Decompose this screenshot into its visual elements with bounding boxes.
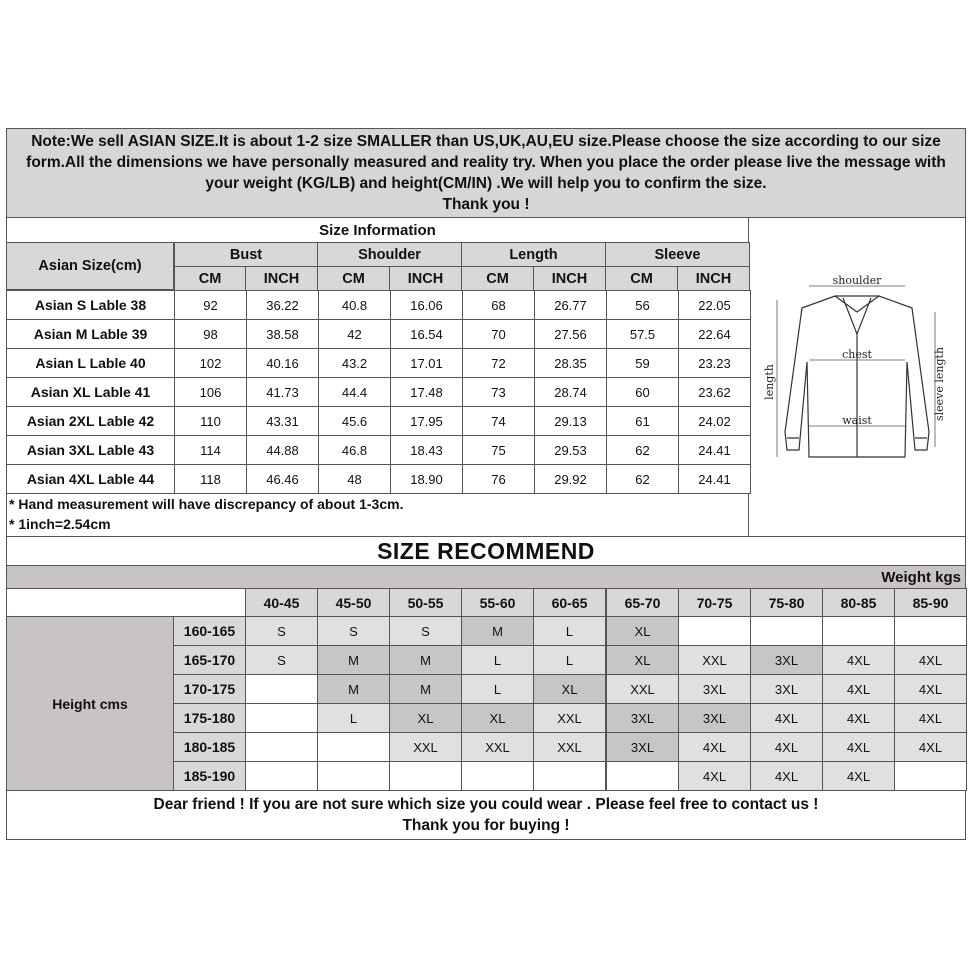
size-value-cell: 22.05 bbox=[678, 290, 751, 320]
size-header: Asian Size(cm) bbox=[6, 242, 174, 290]
recommend-size-cell: XXL bbox=[678, 645, 751, 675]
recommend-corner-blank bbox=[6, 588, 246, 617]
recommend-size-cell: XL bbox=[606, 645, 679, 675]
recommend-size-cell bbox=[894, 761, 967, 791]
unit-header: CM bbox=[461, 266, 534, 291]
recommend-size-cell: XL bbox=[606, 616, 679, 646]
size-value-cell: 72 bbox=[462, 348, 535, 378]
note-line-4: Thank you ! bbox=[442, 196, 530, 213]
recommend-size-cell: M bbox=[389, 674, 462, 704]
recommend-size-cell: XL bbox=[389, 703, 462, 733]
recommend-size-cell: 4XL bbox=[750, 761, 823, 791]
recommend-size-cell: 4XL bbox=[822, 645, 895, 675]
recommend-size-cell: S bbox=[317, 616, 390, 646]
size-value-cell: 38.58 bbox=[246, 319, 319, 349]
recommend-size-cell bbox=[894, 616, 967, 646]
size-row-label: Asian 3XL Lable 43 bbox=[6, 435, 175, 465]
recommend-size-cell: M bbox=[389, 645, 462, 675]
size-value-cell: 29.92 bbox=[534, 464, 607, 494]
size-value-cell: 73 bbox=[462, 377, 535, 407]
recommend-size-cell: S bbox=[245, 616, 318, 646]
length-label: length bbox=[763, 364, 776, 400]
recommend-size-cell bbox=[317, 761, 390, 791]
size-value-cell: 46.8 bbox=[318, 435, 391, 465]
recommend-size-cell bbox=[461, 761, 534, 791]
closing-message bbox=[6, 790, 966, 840]
size-value-cell: 24.41 bbox=[678, 464, 751, 494]
recommend-size-cell: 4XL bbox=[750, 703, 823, 733]
recommend-size-cell: L bbox=[533, 616, 606, 646]
size-value-cell: 48 bbox=[318, 464, 391, 494]
chest-label: chest bbox=[842, 348, 872, 361]
height-label: Height cms bbox=[6, 616, 174, 791]
recommend-size-cell: S bbox=[389, 616, 462, 646]
recommend-size-cell: 4XL bbox=[822, 703, 895, 733]
size-value-cell: 59 bbox=[606, 348, 679, 378]
size-value-cell: 92 bbox=[174, 290, 247, 320]
recommend-size-cell bbox=[245, 674, 318, 704]
note-line-1: Note:We sell ASIAN SIZE.It is about 1-2 size SMALLER than US,UK,AU,EU size.Please choose the size according to our size bbox=[31, 133, 941, 150]
size-value-cell: 40.8 bbox=[318, 290, 391, 320]
size-value-cell: 36.22 bbox=[246, 290, 319, 320]
recommend-size-cell: 4XL bbox=[894, 645, 967, 675]
size-info-title: Size Information bbox=[6, 217, 749, 243]
size-chart-sheet bbox=[6, 128, 966, 840]
recommend-size-cell bbox=[389, 761, 462, 791]
size-value-cell: 110 bbox=[174, 406, 247, 436]
recommend-size-cell bbox=[317, 732, 390, 762]
size-value-cell: 24.02 bbox=[678, 406, 751, 436]
weight-range-header: 45-50 bbox=[317, 588, 390, 617]
closing-line-2: Thank you for buying ! bbox=[402, 817, 570, 834]
size-value-cell: 17.95 bbox=[390, 406, 463, 436]
size-value-cell: 118 bbox=[174, 464, 247, 494]
size-value-cell: 45.6 bbox=[318, 406, 391, 436]
size-value-cell: 16.06 bbox=[390, 290, 463, 320]
size-value-cell: 24.41 bbox=[678, 435, 751, 465]
measure-group-header: Shoulder bbox=[317, 242, 462, 267]
recommend-size-cell bbox=[678, 616, 751, 646]
height-range-label: 165-170 bbox=[173, 645, 246, 675]
recommend-size-cell: 4XL bbox=[894, 703, 967, 733]
height-range-label: 170-175 bbox=[173, 674, 246, 704]
size-row-label: Asian L Lable 40 bbox=[6, 348, 175, 378]
note-line-3: your weight (KG/LB) and height(CM/IN) .We will help you to confirm the size. bbox=[205, 175, 767, 192]
height-range-label: 175-180 bbox=[173, 703, 246, 733]
size-value-cell: 74 bbox=[462, 406, 535, 436]
size-value-cell: 23.62 bbox=[678, 377, 751, 407]
size-value-cell: 17.48 bbox=[390, 377, 463, 407]
recommend-size-cell: XXL bbox=[461, 732, 534, 762]
size-value-cell: 23.23 bbox=[678, 348, 751, 378]
size-value-cell: 16.54 bbox=[390, 319, 463, 349]
recommend-size-cell bbox=[245, 703, 318, 733]
unit-header: CM bbox=[605, 266, 678, 291]
size-value-cell: 98 bbox=[174, 319, 247, 349]
size-value-cell: 56 bbox=[606, 290, 679, 320]
size-value-cell: 40.16 bbox=[246, 348, 319, 378]
size-value-cell: 41.73 bbox=[246, 377, 319, 407]
size-value-cell: 28.74 bbox=[534, 377, 607, 407]
recommend-size-cell: 4XL bbox=[894, 732, 967, 762]
measure-group-header: Sleeve bbox=[605, 242, 750, 267]
size-value-cell: 43.2 bbox=[318, 348, 391, 378]
size-value-cell: 43.31 bbox=[246, 406, 319, 436]
size-value-cell: 28.35 bbox=[534, 348, 607, 378]
size-value-cell: 76 bbox=[462, 464, 535, 494]
recommend-size-cell: M bbox=[461, 616, 534, 646]
recommend-size-cell: XXL bbox=[606, 674, 679, 704]
weight-range-header: 60-65 bbox=[533, 588, 606, 617]
size-value-cell: 57.5 bbox=[606, 319, 679, 349]
height-range-label: 180-185 bbox=[173, 732, 246, 762]
recommend-size-cell: 4XL bbox=[894, 674, 967, 704]
size-value-cell: 29.53 bbox=[534, 435, 607, 465]
waist-label: waist bbox=[842, 414, 872, 427]
size-value-cell: 18.43 bbox=[390, 435, 463, 465]
weight-range-header: 80-85 bbox=[822, 588, 895, 617]
size-value-cell: 75 bbox=[462, 435, 535, 465]
height-range-label: 160-165 bbox=[173, 616, 246, 646]
weight-range-header: 65-70 bbox=[606, 588, 679, 617]
recommend-size-cell: 4XL bbox=[678, 761, 751, 791]
recommend-size-cell: XL bbox=[461, 703, 534, 733]
note-banner bbox=[6, 128, 966, 218]
measure-group-header: Length bbox=[461, 242, 606, 267]
recommend-size-cell: XXL bbox=[389, 732, 462, 762]
footnote-discrepancy: * Hand measurement will have discrepancy of about 1-3cm. bbox=[9, 496, 404, 512]
shoulder-label: shoulder bbox=[832, 274, 882, 287]
footnote-inch: * 1inch=2.54cm bbox=[9, 516, 111, 532]
size-value-cell: 27.56 bbox=[534, 319, 607, 349]
size-value-cell: 26.77 bbox=[534, 290, 607, 320]
recommend-size-cell: M bbox=[317, 645, 390, 675]
size-value-cell: 70 bbox=[462, 319, 535, 349]
size-value-cell: 42 bbox=[318, 319, 391, 349]
unit-header: INCH bbox=[677, 266, 750, 291]
shirt-diagram-svg bbox=[757, 272, 957, 482]
recommend-size-cell: 3XL bbox=[750, 674, 823, 704]
recommend-size-cell: L bbox=[461, 645, 534, 675]
recommend-size-cell: 4XL bbox=[822, 761, 895, 791]
recommend-size-cell: 3XL bbox=[678, 703, 751, 733]
recommend-size-cell bbox=[822, 616, 895, 646]
weight-range-header: 70-75 bbox=[678, 588, 751, 617]
size-value-cell: 62 bbox=[606, 435, 679, 465]
recommend-size-cell bbox=[245, 732, 318, 762]
weight-range-header: 50-55 bbox=[389, 588, 462, 617]
weight-range-header: 40-45 bbox=[245, 588, 318, 617]
recommend-size-cell bbox=[533, 761, 606, 791]
recommend-size-cell: L bbox=[533, 645, 606, 675]
recommend-size-cell bbox=[245, 761, 318, 791]
closing-line-1: Dear friend ! If you are not sure which size you could wear . Please feel free to contact us ! bbox=[153, 796, 819, 813]
recommend-size-cell: M bbox=[317, 674, 390, 704]
size-value-cell: 102 bbox=[174, 348, 247, 378]
size-row-label: Asian XL Lable 41 bbox=[6, 377, 175, 407]
size-value-cell: 18.90 bbox=[390, 464, 463, 494]
size-row-label: Asian 2XL Lable 42 bbox=[6, 406, 175, 436]
size-value-cell: 60 bbox=[606, 377, 679, 407]
recommend-size-cell: 4XL bbox=[822, 674, 895, 704]
size-row-label: Asian 4XL Lable 44 bbox=[6, 464, 175, 494]
sleeve-length-label: sleeve length bbox=[933, 346, 946, 422]
unit-header: INCH bbox=[533, 266, 606, 291]
recommend-size-cell: 3XL bbox=[606, 703, 679, 733]
size-recommend-title: SIZE RECOMMEND bbox=[6, 536, 966, 566]
size-value-cell: 17.01 bbox=[390, 348, 463, 378]
note-line-2: form.All the dimensions we have personally measured and reality try. When you place the order please live the message with bbox=[26, 154, 946, 171]
recommend-size-cell: XXL bbox=[533, 732, 606, 762]
recommend-size-cell: 4XL bbox=[678, 732, 751, 762]
recommend-size-cell: 4XL bbox=[822, 732, 895, 762]
recommend-size-cell bbox=[606, 761, 679, 791]
recommend-size-cell: 3XL bbox=[750, 645, 823, 675]
shirt-collar bbox=[835, 296, 879, 334]
size-value-cell: 114 bbox=[174, 435, 247, 465]
recommend-size-cell: L bbox=[317, 703, 390, 733]
size-value-cell: 44.4 bbox=[318, 377, 391, 407]
size-value-cell: 46.46 bbox=[246, 464, 319, 494]
weight-range-header: 85-90 bbox=[894, 588, 967, 617]
recommend-size-cell: XXL bbox=[533, 703, 606, 733]
footnote-block bbox=[6, 491, 749, 537]
weight-range-header: 55-60 bbox=[461, 588, 534, 617]
measure-group-header: Bust bbox=[174, 242, 318, 267]
size-value-cell: 61 bbox=[606, 406, 679, 436]
size-row-label: Asian M Lable 39 bbox=[6, 319, 175, 349]
recommend-size-cell: 3XL bbox=[606, 732, 679, 762]
recommend-size-cell bbox=[750, 616, 823, 646]
recommend-size-cell: 3XL bbox=[678, 674, 751, 704]
recommend-size-cell: L bbox=[461, 674, 534, 704]
unit-header: CM bbox=[174, 266, 246, 291]
size-row-label: Asian S Lable 38 bbox=[6, 290, 175, 320]
weight-range-header: 75-80 bbox=[750, 588, 823, 617]
recommend-size-cell: XL bbox=[533, 674, 606, 704]
unit-header: CM bbox=[317, 266, 390, 291]
recommend-size-cell: S bbox=[245, 645, 318, 675]
height-range-label: 185-190 bbox=[173, 761, 246, 791]
size-value-cell: 29.13 bbox=[534, 406, 607, 436]
weight-label-bar: Weight kgs bbox=[6, 565, 966, 589]
size-value-cell: 44.88 bbox=[246, 435, 319, 465]
size-value-cell: 68 bbox=[462, 290, 535, 320]
size-value-cell: 22.64 bbox=[678, 319, 751, 349]
size-value-cell: 62 bbox=[606, 464, 679, 494]
shirt-diagram bbox=[748, 217, 966, 537]
size-value-cell: 106 bbox=[174, 377, 247, 407]
recommend-size-cell: 4XL bbox=[750, 732, 823, 762]
unit-header: INCH bbox=[389, 266, 462, 291]
unit-header: INCH bbox=[245, 266, 318, 291]
